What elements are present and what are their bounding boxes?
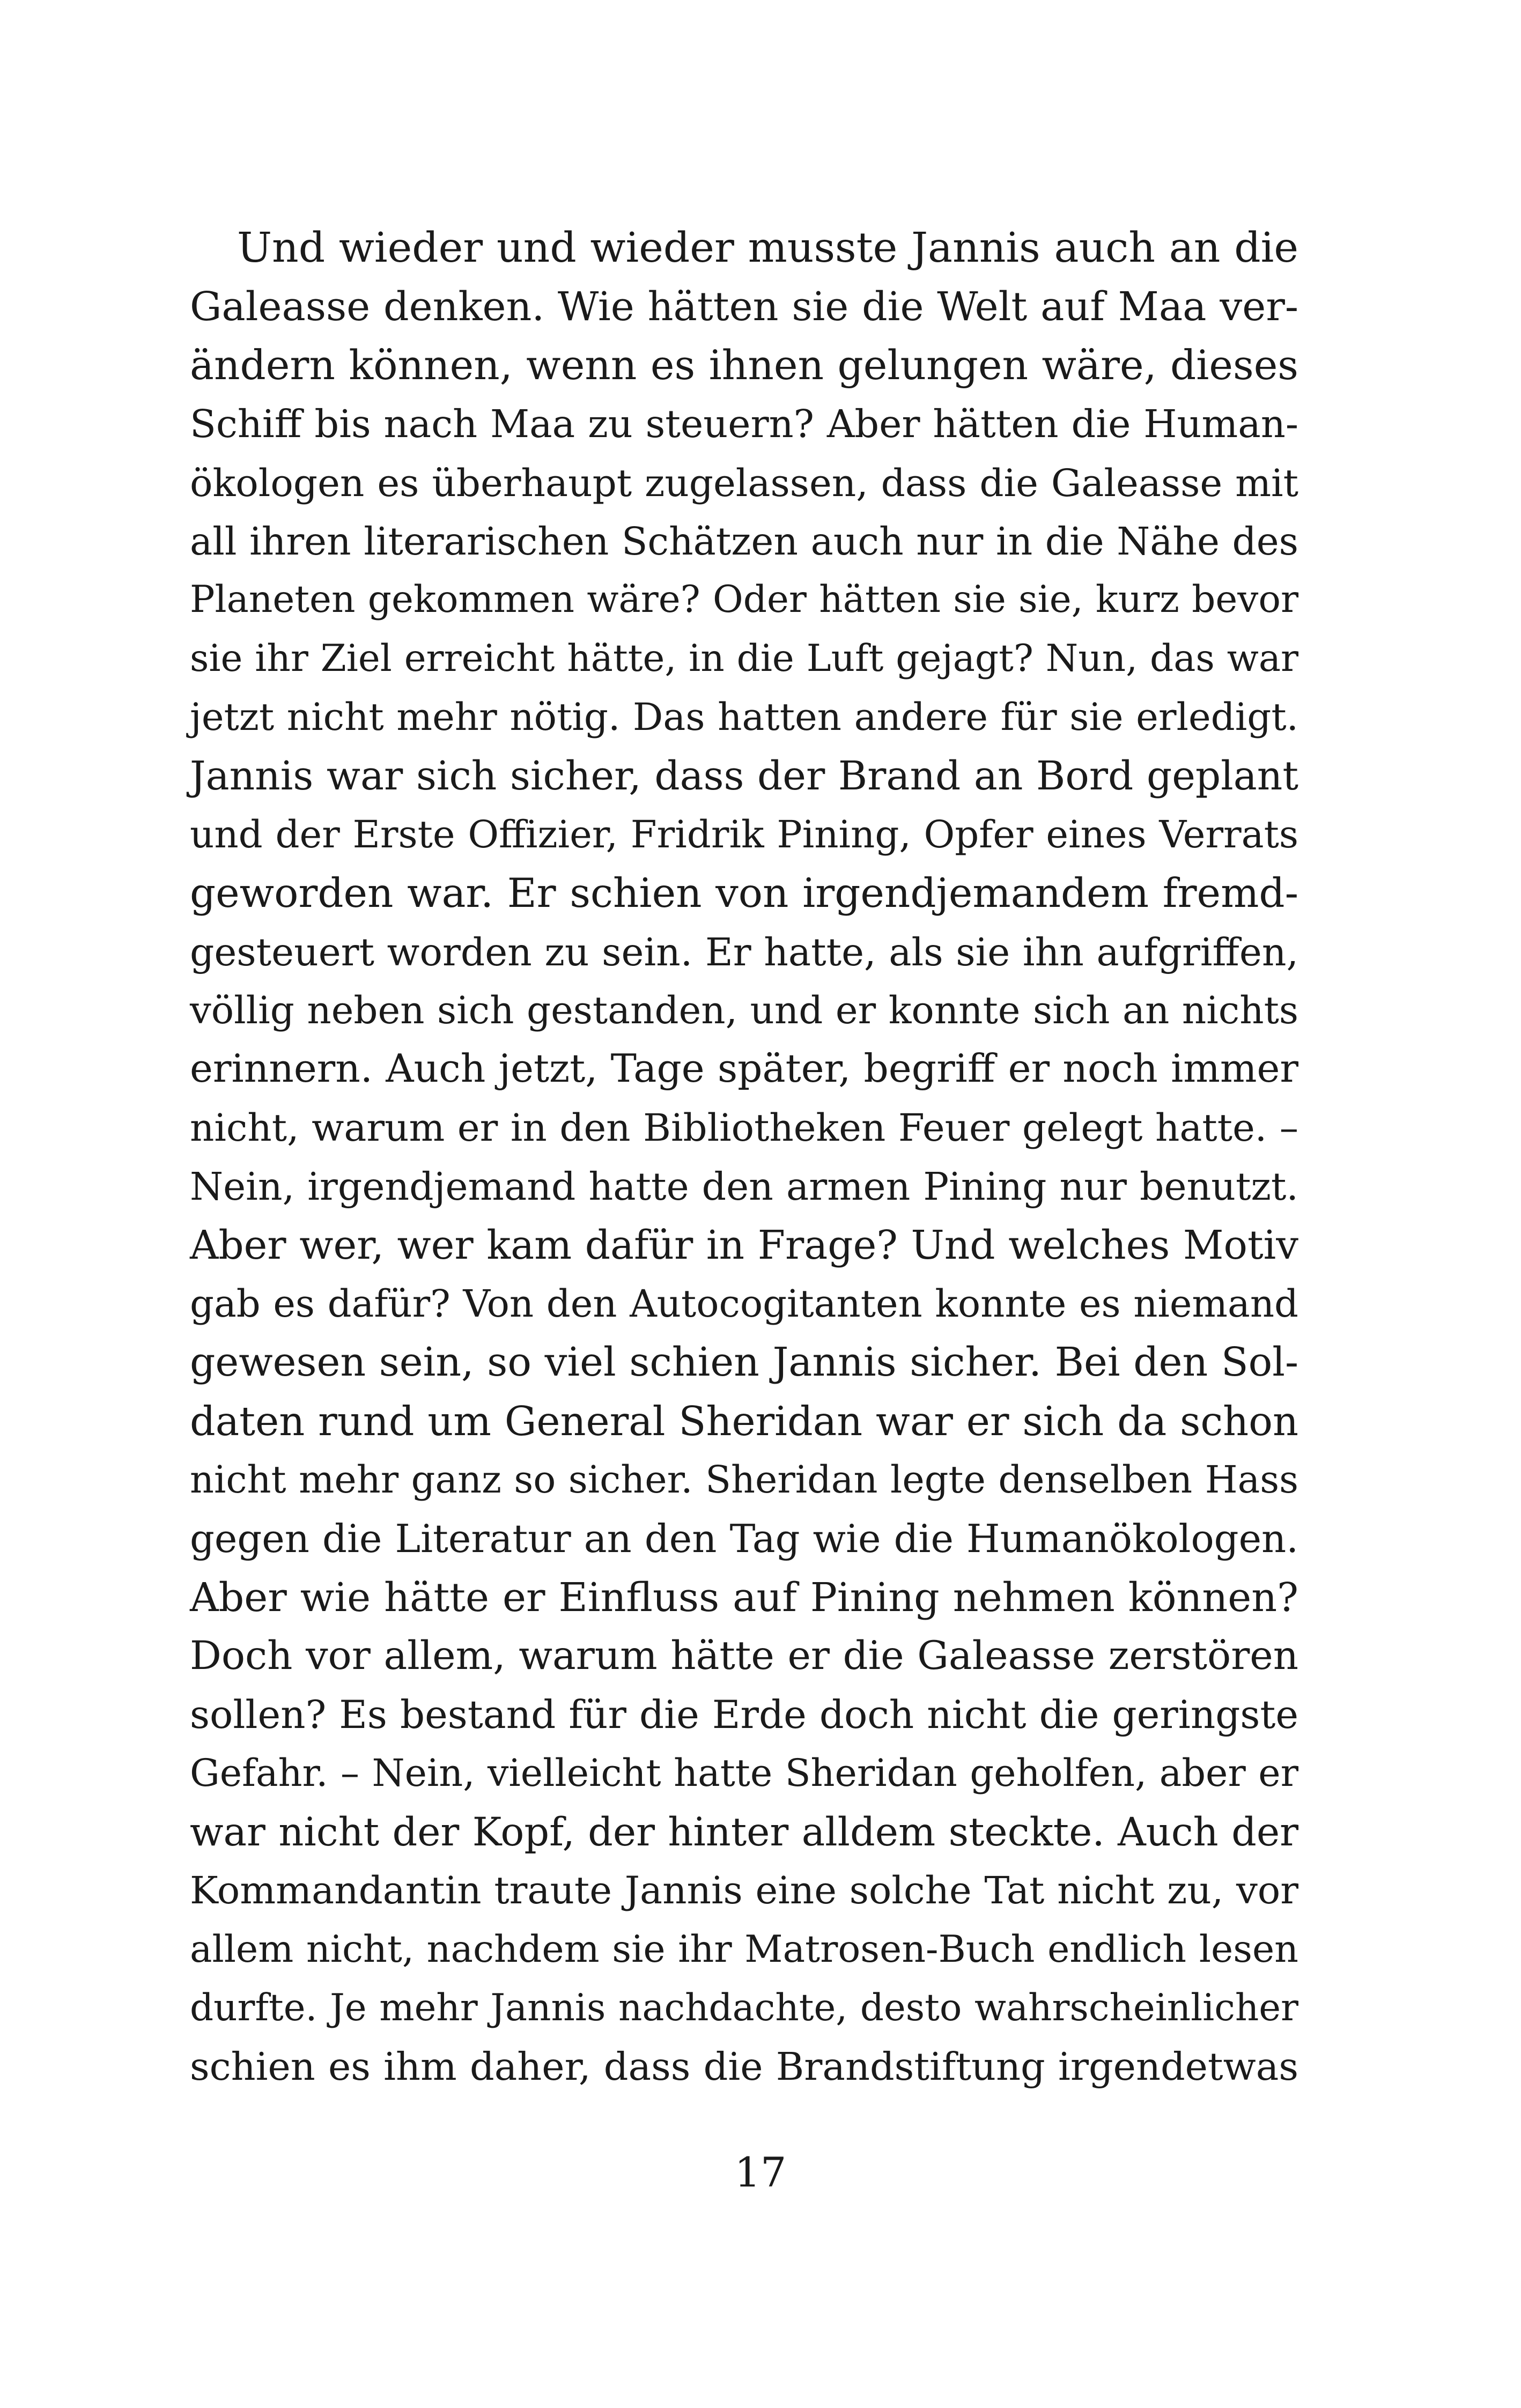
text-line-3: ändern können, wenn es ihnen gelungen wäre, dieses: [190, 341, 1298, 389]
body-text: [190, 219, 1298, 2096]
text-line-29: Kommandantin traute Jannis eine solche Tat nicht zu, vor: [190, 1868, 1298, 1912]
text-line-32: schien es ihm daher, dass die Brandstiftung irgendetwas: [190, 2044, 1298, 2089]
text-line-1: Und wieder und wieder musste Jannis auch an die: [237, 224, 1298, 272]
page-number: 17: [734, 2148, 787, 2196]
text-line-10: Jannis war sich sicher, dass der Brand an Bord geplant: [190, 752, 1298, 799]
text-line-15: erinnern. Auch jetzt, Tage später, begriff er noch immer: [190, 1046, 1298, 1092]
text-line-6: all ihren literarischen Schätzen auch nur in die Nähe des: [190, 519, 1298, 564]
text-line-31: durfte. Je mehr Jannis nachdachte, desto wahrscheinlicher: [190, 1986, 1298, 2029]
text-line-17: Nein, irgendjemand hatte den armen Pining nur benutzt.: [190, 1164, 1298, 1209]
text-line-19: gab es dafür? Von den Autocogitanten konnte es niemand: [190, 1282, 1298, 1326]
text-line-28: war nicht der Kopf, der hinter alldem steckte. Auch der: [190, 1809, 1298, 1855]
text-line-24: Aber wie hätte er Einfluss auf Pining nehmen können?: [190, 1574, 1298, 1621]
text-line-11: und der Erste Offizier, Fridrik Pining, Opfer eines Verrats: [190, 812, 1298, 856]
text-line-8: sie ihr Ziel erreicht hätte, in die Luft gejagt? Nun, das war: [190, 637, 1298, 680]
text-line-2: Galeasse denken. Wie hätten sie die Welt auf Maa ver-: [190, 283, 1298, 330]
text-line-12: geworden war. Er schien von irgendjemandem fremd-: [190, 869, 1298, 917]
text-line-20: gewesen sein, so viel schien Jannis sicher. Bei den Sol-: [190, 1339, 1298, 1386]
text-line-25: Doch vor allem, warum hätte er die Galeasse zerstören: [190, 1633, 1298, 1679]
text-line-26: sollen? Es bestand für die Erde doch nicht die geringste: [190, 1691, 1298, 1737]
text-line-18: Aber wer, wer kam dafür in Frage? Und welches Motiv: [190, 1222, 1298, 1268]
text-line-30: allem nicht, nachdem sie ihr Matrosen-Buch endlich lesen: [190, 1927, 1298, 1971]
text-line-22: nicht mehr ganz so sicher. Sheridan legte denselben Hass: [190, 1458, 1298, 1502]
text-line-5: ökologen es überhaupt zugelassen, dass die Galeasse mit: [190, 460, 1298, 505]
text-line-14: völlig neben sich gestanden, und er konnte sich an nichts: [190, 988, 1298, 1033]
text-line-23: gegen die Literatur an den Tag wie die Humanökologen.: [190, 1516, 1298, 1561]
text-line-16: nicht, warum er in den Bibliotheken Feuer gelegt hatte. –: [190, 1105, 1298, 1150]
text-line-7: Planeten gekommen wäre? Oder hätten sie sie, kurz bevor: [190, 578, 1298, 622]
text-line-9: jetzt nicht mehr nötig. Das hatten andere für sie erledigt.: [190, 695, 1298, 740]
text-line-4: Schiff bis nach Maa zu steuern? Aber hätten die Human-: [190, 402, 1298, 447]
text-line-21: daten rund um General Sheridan war er sich da schon: [190, 1398, 1298, 1445]
text-line-13: gesteuert worden zu sein. Er hatte, als sie ihn aufgriffen,: [190, 929, 1298, 974]
text-line-27: Gefahr. – Nein, vielleicht hatte Sheridan geholfen, aber er: [190, 1752, 1298, 1796]
